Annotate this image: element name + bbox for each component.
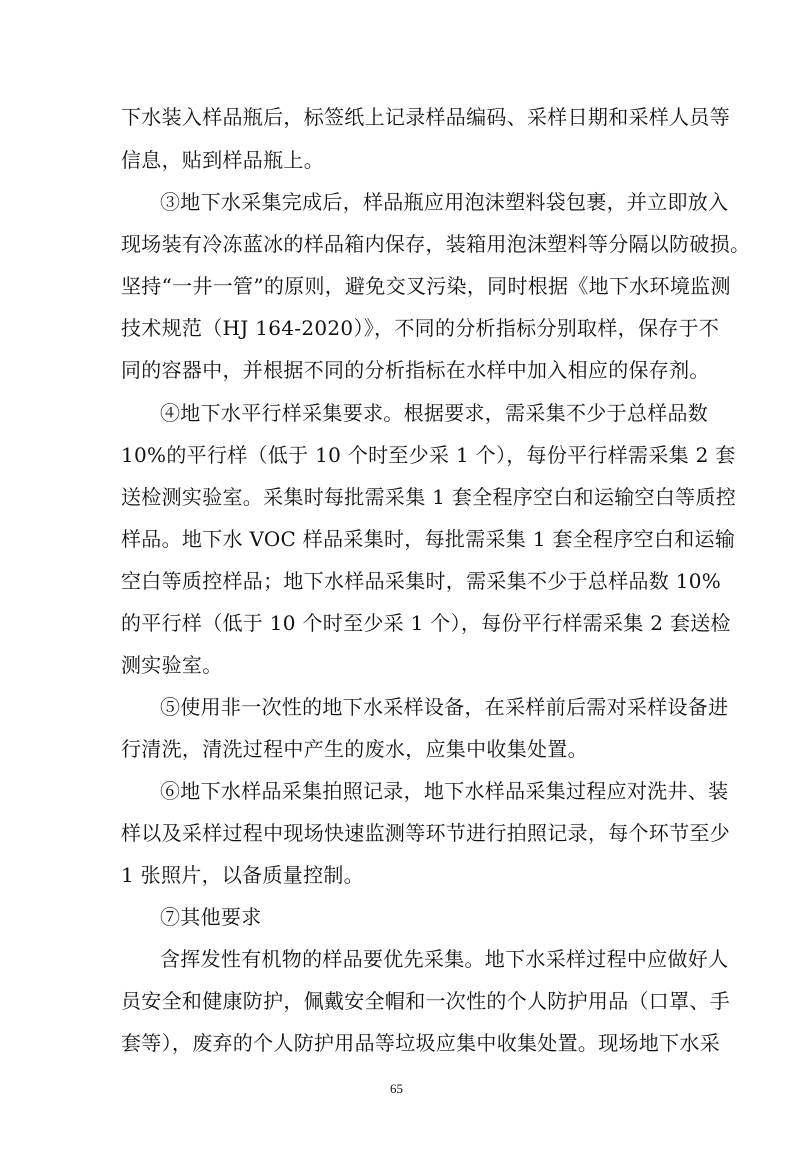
body-line-21: 含挥发性有机物的样品要优先采集。地下水采样过程中应做好人 — [160, 947, 729, 971]
body-line-15: ⑤使用非一次性的地下水采样设备，在采样前后需对采样设备进 — [160, 695, 729, 719]
body-line-17: ⑥地下水样品采集拍照记录，地下水样品采集过程应对洗井、装 — [160, 779, 729, 803]
body-line-10: 送检测实验室。采集时每批需采集 1 套全程序空白和运输空白等质控 — [121, 485, 737, 509]
body-line-16: 行清洗，清洗过程中产生的废水，应集中收集处置。 — [121, 737, 588, 761]
body-line-1: 下水装入样品瓶后，标签纸上记录样品编码、采样日期和采样人员等 — [121, 105, 730, 129]
body-line-11: 样品。地下水 VOC 样品采集时，每批需采集 1 套全程序空白和运输 — [121, 527, 736, 551]
body-line-3: ③地下水采集完成后，样品瓶应用泡沫塑料袋包裹，并立即放入 — [160, 190, 729, 214]
body-line-22: 员安全和健康防护，佩戴安全帽和一次性的个人防护用品（口罩、手 — [121, 989, 730, 1013]
body-line-14: 测实验室。 — [121, 653, 223, 677]
body-line-2: 信息，贴到样品瓶上。 — [121, 148, 324, 172]
body-line-18: 样以及采样过程中现场快速监测等环节进行拍照记录，每个环节至少 — [121, 821, 730, 845]
body-line-9: 10%的平行样（低于 10 个时至少采 1 个），每份平行样需采集 2 套 — [121, 443, 736, 467]
body-line-6: 技术规范（HJ 164-2020）》，不同的分析指标分别取样，保存于不 — [121, 316, 720, 340]
body-line-5: 坚持“一井一管”的原则，避免交叉污染，同时根据《地下水环境监测 — [121, 274, 731, 298]
page-number: 65 — [390, 1081, 403, 1096]
body-line-8: ④地下水平行样采集要求。根据要求，需采集不少于总样品数 — [160, 401, 709, 425]
body-line-13: 的平行样（低于 10 个时至少采 1 个），每份平行样需采集 2 套送检 — [121, 611, 731, 635]
body-line-4: 现场装有冷冻蓝冰的样品箱内保存，装箱用泡沫塑料等分隔以防破损。 — [121, 232, 751, 256]
body-line-23: 套等），废弃的个人防护用品等垃圾应集中收集处置。现场地下水采 — [121, 1031, 720, 1055]
body-line-7: 同的容器中，并根据不同的分析指标在水样中加入相应的保存剂。 — [121, 358, 710, 382]
section-heading-other-requirements: ⑦其他要求 — [160, 905, 262, 929]
body-line-19: 1 张照片，以备质量控制。 — [121, 863, 364, 887]
body-line-12: 空白等质控样品；地下水样品采集时，需采集不少于总样品数 10% — [121, 569, 722, 593]
